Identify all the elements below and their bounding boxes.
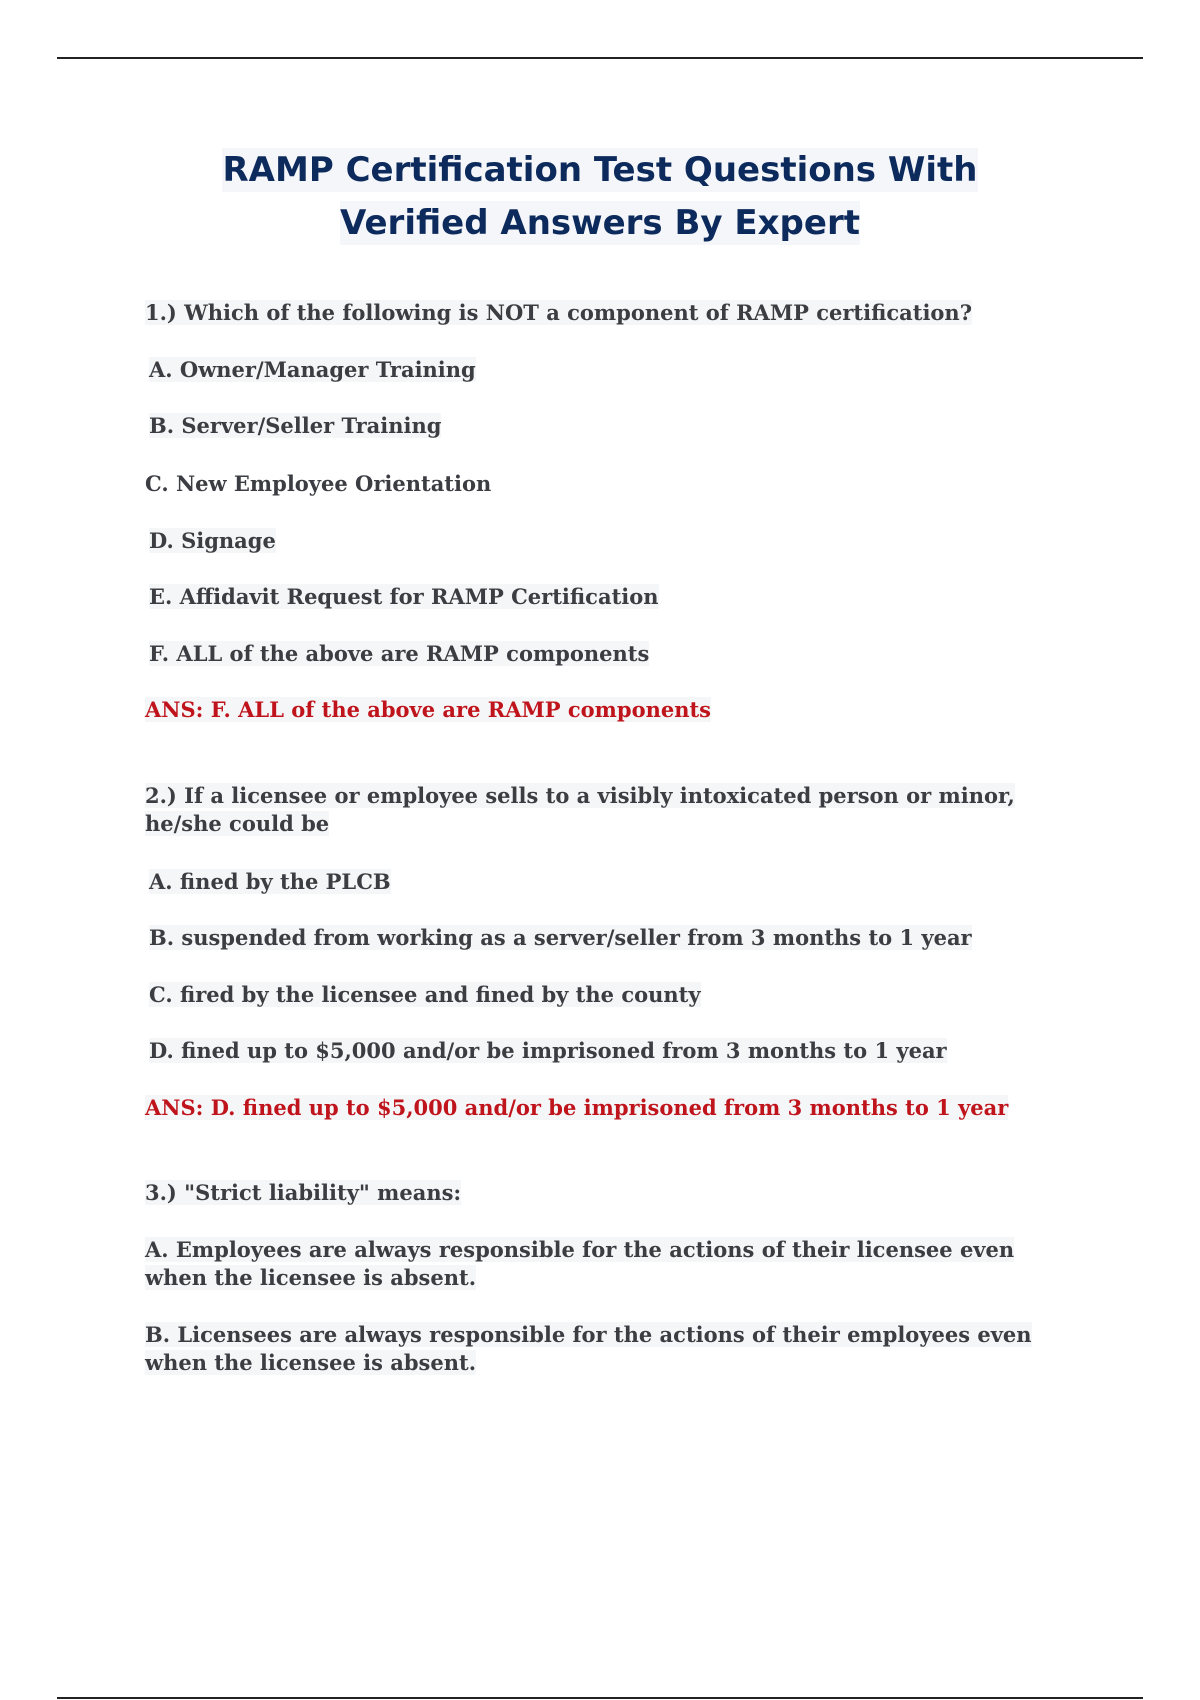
option-2a: A. fined by the PLCB <box>149 869 391 894</box>
question-2 <box>145 782 1070 838</box>
option-2b: B. suspended from working as a server/seller from 3 months to 1 year <box>149 925 972 950</box>
option-1f: F. ALL of the above are RAMP components <box>149 641 650 666</box>
question-3-text: 3.) "Strict liability" means: <box>145 1180 462 1205</box>
question-2-text: 2.) If a licensee or employee sells to a visibly intoxicated person or minor, he/she could be <box>145 783 1015 836</box>
question-1 <box>145 299 1070 327</box>
title-line-1: RAMP Certification Test Questions With <box>222 150 978 190</box>
bottom-rule <box>57 1697 1143 1699</box>
top-rule <box>57 57 1143 59</box>
answer-1: ANS: F. ALL of the above are RAMP components <box>145 697 711 722</box>
title-line-2: Verified Answers By Expert <box>340 203 860 243</box>
question-1-text: 1.) Which of the following is NOT a component of RAMP certification? <box>145 300 972 325</box>
option-1c: C. New Employee Orientation <box>145 471 492 496</box>
answer-2: ANS: D. fined up to $5,000 and/or be imprisoned from 3 months to 1 year <box>145 1095 1009 1120</box>
option-1a: A. Owner/Manager Training <box>149 357 476 382</box>
option-2d: D. fined up to $5,000 and/or be imprisoned from 3 months to 1 year <box>149 1038 947 1063</box>
option-1d: D. Signage <box>149 528 276 553</box>
document-title <box>0 144 1200 250</box>
option-3a: A. Employees are always responsible for the actions of their licensee even when the licensee is absent. <box>145 1237 1015 1290</box>
question-3 <box>145 1179 1070 1207</box>
option-1e: E. Affidavit Request for RAMP Certification <box>149 584 659 609</box>
option-1b: B. Server/Seller Training <box>149 413 442 438</box>
option-3b: B. Licensees are always responsible for the actions of their employees even when the licensee is absent. <box>145 1322 1032 1375</box>
option-2c: C. fired by the licensee and fined by the county <box>149 982 701 1007</box>
